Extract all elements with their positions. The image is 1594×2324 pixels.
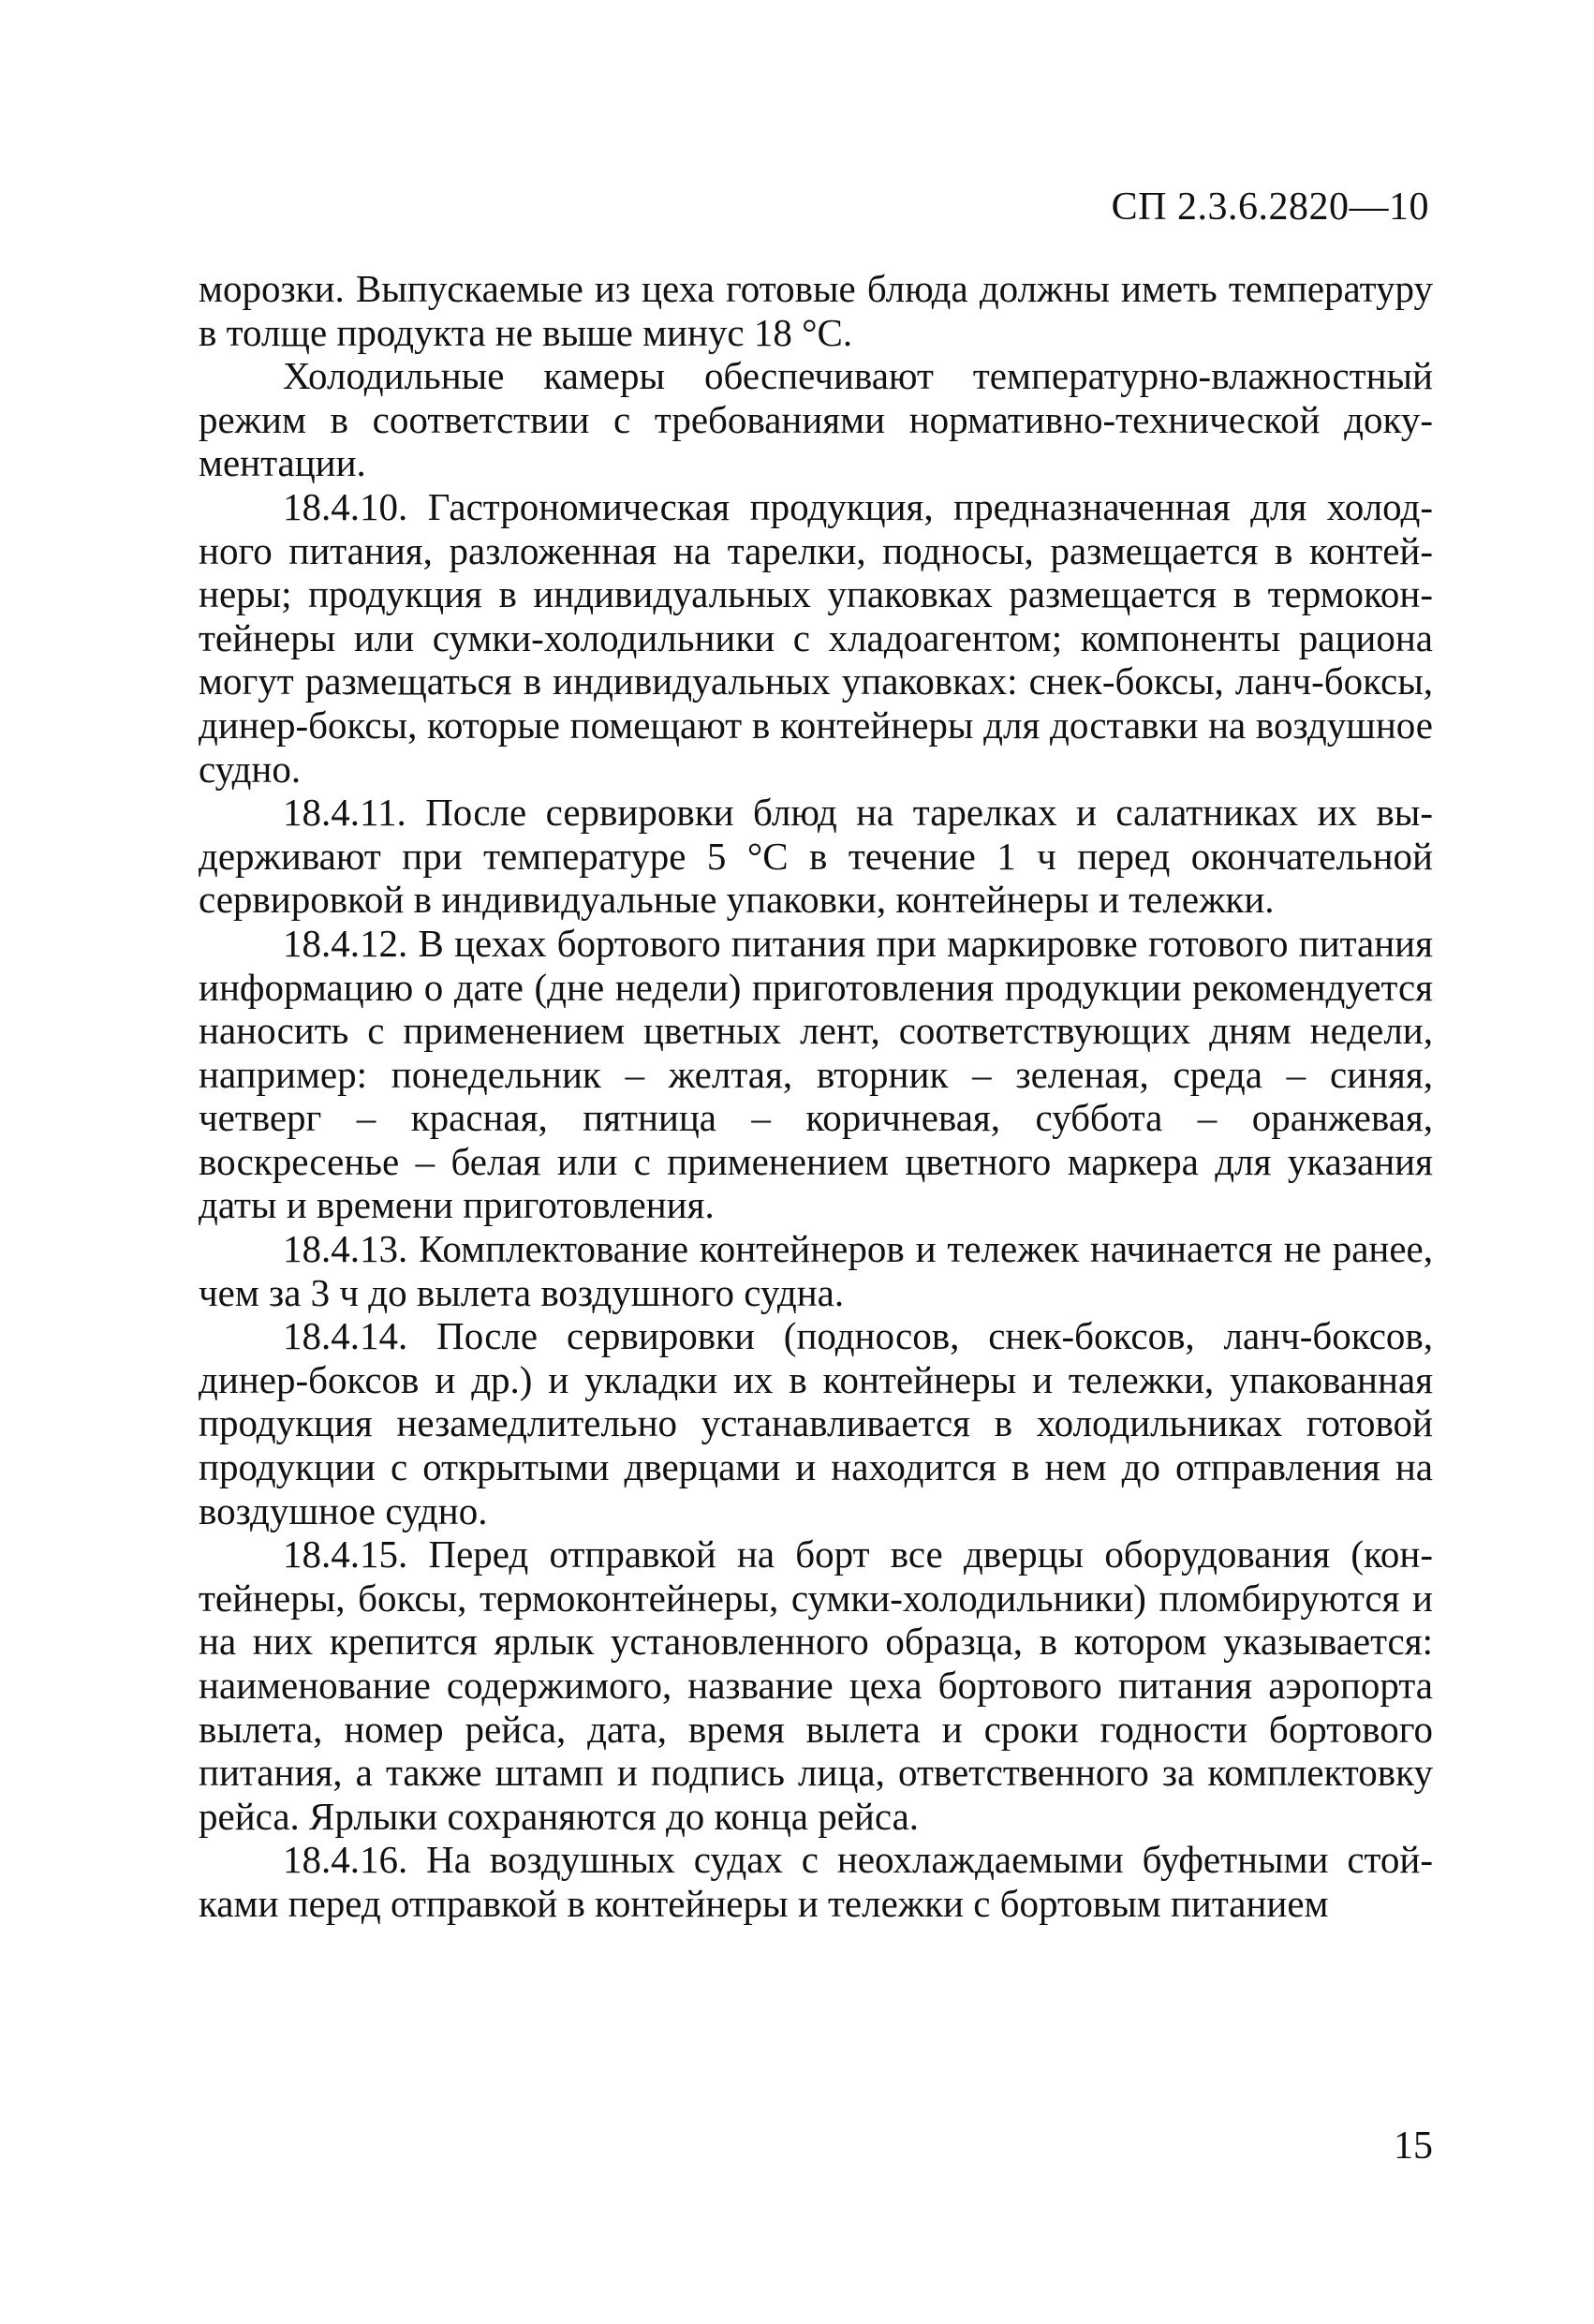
document-code: СП 2.3.6.2820—10 bbox=[1111, 185, 1429, 229]
paragraph-18-4-12: 18.4.12. В цехах бортового питания при маркировке готового питания информацию о дате (дне недели) приготовления продукции рекомендуется наносить с применением цветных лент, соответствующих дням недели, например: понедельник – желтая, вторник – зеленая, среда – синяя, четверг – красная, пятница – коричневая, суббота – оранжевая, воскресенье – белая или с применением цветного маркера для указания даты и времени приготовления. bbox=[199, 921, 1433, 1227]
paragraph-cold-rooms: Холодильные камеры обеспечивают температурно-влажностный режим в соответствии с требованиями нормативно-технической документации. bbox=[199, 354, 1433, 485]
paragraph-18-4-11: 18.4.11. После сервировки блюд на тарелках и салатниках их выдерживают при температуре 5 °С в течение 1 ч перед окончательной сервировкой в индивидуальные упаковки, контейнеры и тележки. bbox=[199, 791, 1433, 922]
page-number: 15 bbox=[1394, 2124, 1433, 2168]
paragraph-18-4-10: 18.4.10. Гастрономическая продукция, предназначенная для холодного питания, разложенная на тарелки, подносы, размещается в контейнеры; продукция в индивидуальных упаковках размещается в термоконтейнеры или сумки-холодильники с хладоагентом; компоненты рациона могут размещаться в индивидуальных упаковках: снек-боксы, ланч-боксы, динер-боксы, которые помещают в контейнеры для доставки на воздушное судно. bbox=[199, 484, 1433, 791]
paragraph-18-4-13: 18.4.13. Комплектование контейнеров и тележек начинается не ранее, чем за 3 ч до вылета воздушного судна. bbox=[199, 1227, 1433, 1314]
paragraph-18-4-14: 18.4.14. После сервировки (подносов, снек-боксов, ланч-боксов, динер-боксов и др.) и укладки их в контейнеры и тележки, упакованная продукция незамедлительно устанавливается в холодильниках готовой продукции с открытыми дверцами и находится в нем до отправления на воздушное судно. bbox=[199, 1314, 1433, 1532]
paragraph-18-4-15: 18.4.15. Перед отправкой на борт все дверцы оборудования (контейнеры, боксы, термоконтейнеры, сумки-холодильники) пломбируются и на них крепится ярлык установленного образца, в котором указывается: наименование содержимого, название цеха бортового питания аэропорта вылета, номер рейса, дата, время вылета и сроки годности бортового питания, а также штамп и подпись лица, ответственного за комплектовку рейса. Ярлыки сохраняются до конца рейса. bbox=[199, 1532, 1433, 1838]
paragraph-continuation: морозки. Выпускаемые из цеха готовые блюда должны иметь температуру в толще продукта не выше минус 18 °С. bbox=[199, 267, 1433, 354]
document-body bbox=[199, 267, 1433, 1926]
paragraph-18-4-16: 18.4.16. На воздушных судах с неохлаждаемыми буфетными стойками перед отправкой в контейнеры и тележки с бортовым питанием bbox=[199, 1838, 1433, 1925]
